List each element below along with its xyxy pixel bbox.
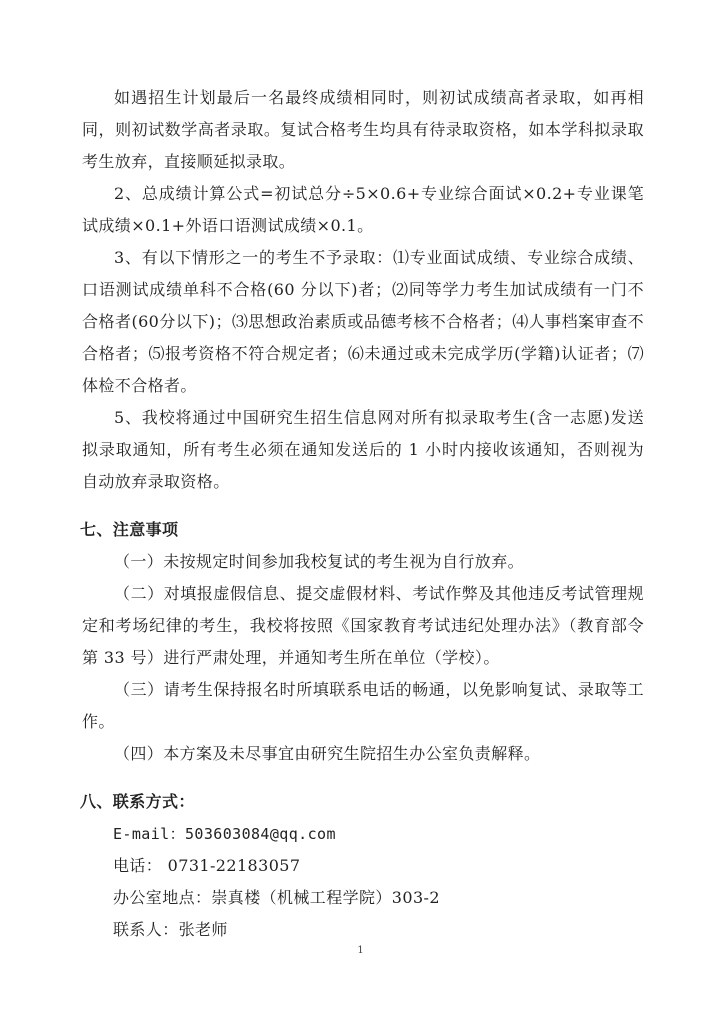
section-7-heading: 七、注意事项: [80, 520, 179, 539]
notice-item-4: （四）本方案及未尽事宜由研究生院招生办公室负责解释。: [114, 744, 541, 763]
notice-item-1: （一）未按规定时间参加我校复试的考生视为自行放弃。: [114, 552, 525, 571]
paragraph-score-formula: 2、总成绩计算公式=初试总分÷5×0.6+专业综合面试×0.2+专业课笔试成绩×0.1+外语口语测试成绩×0.1。: [82, 184, 644, 235]
paragraph-rejection-conditions: 3、有以下情形之一的考生不予录取：⑴专业面试成绩、专业综合成绩、口语测试成绩单科不合格(60 分以下)者；⑵同等学力考生加试成绩有一门不合格者(60分以下)；⑶思想政治素质或品德考核不合格者；⑷人事档案审查不合格者；⑸报考资格不符合规定者；⑹未通过或未完成学历(学籍)认证者；⑺体检不合格者。: [82, 248, 644, 395]
page-number: 1: [357, 945, 364, 956]
contact-phone: 电话： 0731-22183057: [113, 856, 301, 875]
notice-item-3: （三）请考生保持报名时所填联系电话的畅通，以免影响复试、录取等工作。: [82, 680, 644, 731]
paragraph-admission-notice: 5、我校将通过中国研究生招生信息网对所有拟录取考生(含一志愿)发送拟录取通知，所有考生必须在通知发送后的 1 小时内接收该通知，否则视为自动放弃录取资格。: [82, 408, 644, 491]
contact-email: E-mail：503603084@qq.com: [113, 825, 336, 843]
contact-office: 办公室地点：崇真楼（机械工程学院）303-2: [113, 888, 440, 907]
notice-item-2: （二）对填报虚假信息、提交虚假材料、考试作弊及其他违反考试管理规定和考场纪律的考生，我校将按照《国家教育考试违纪处理办法》（教育部令第 33 号）进行严肃处理，并通知考生所在单位（学校）。: [82, 584, 644, 667]
contact-person: 联系人：张老师: [113, 920, 228, 939]
paragraph-tie-break: 如遇招生计划最后一名最终成绩相同时，则初试成绩高者录取，如再相同，则初试数学高者录取。复试合格考生均具有待录取资格，如本学科拟录取考生放弃，直接顺延拟录取。: [82, 88, 644, 171]
section-8-heading: 八、联系方式：: [80, 792, 195, 811]
